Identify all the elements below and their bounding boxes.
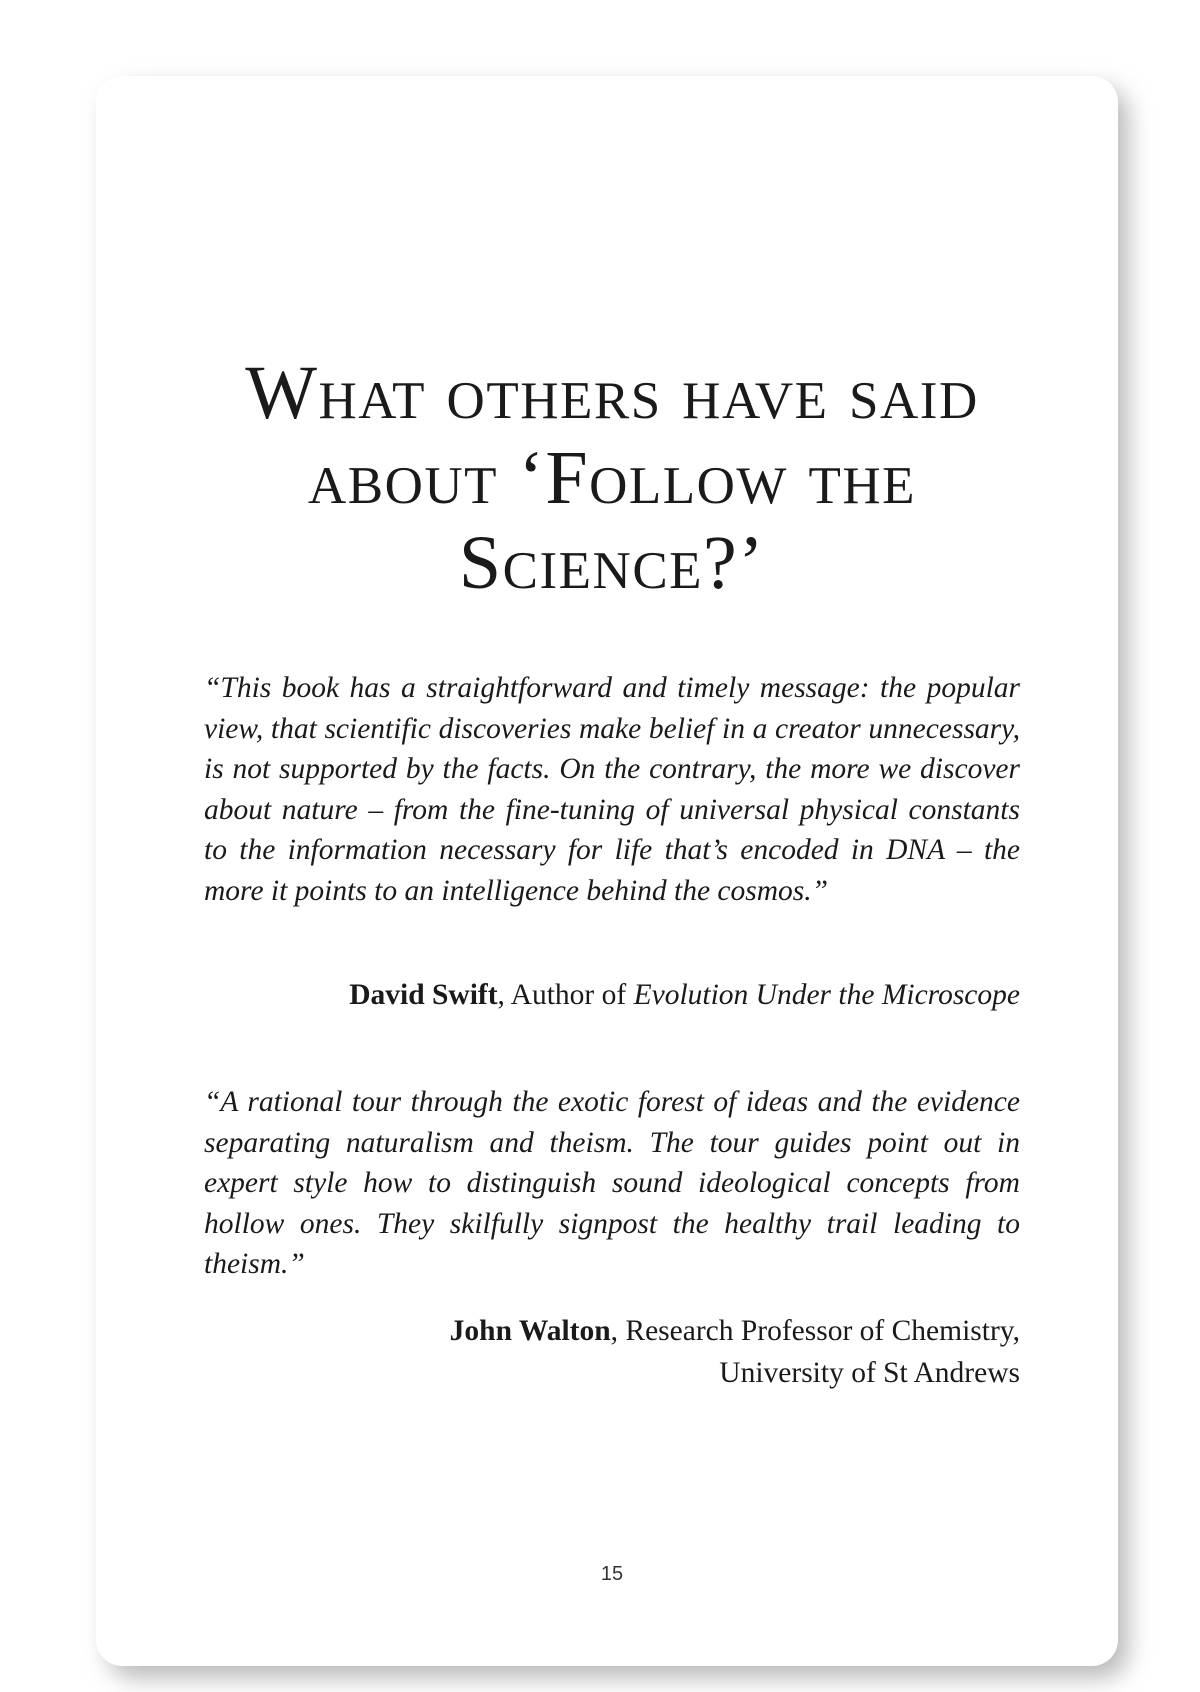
quote-attribution (204, 974, 1020, 1016)
author-affiliation: University of St Andrews (719, 1357, 1020, 1389)
author-work: Evolution Under the Microscope (633, 979, 1020, 1011)
book-page (96, 76, 1118, 1666)
author-role: , Research Professor of Chemistry, (610, 1315, 1020, 1347)
quote-attribution (204, 1310, 1020, 1394)
author-separator: , Author of (497, 979, 634, 1011)
author-name: David Swift (349, 979, 498, 1011)
quote-text: “This book has a straightforward and timely message: the popular view, that scientific discoveries make belief in a creator unnecessary, is not supported by the facts. On the contrary, the more we discover about nature – from the fine-tuning of universal physical constants to the information necessary for life that’s encoded in DNA – the more it points to an intelligence behind the cosmos.” (204, 672, 1020, 907)
page-number: 15 (600, 1563, 624, 1585)
quote-text: “A rational tour through the exotic forest of ideas and the evidence separating naturalism and theism. The tour guides point out in expert style how to distinguish sound ideological concepts from hollow ones. They skilfully signpost the healthy trail leading to theism.” (204, 1086, 1020, 1280)
page-title: What others have said about ‘Follow the Science?’ (245, 351, 979, 605)
author-name: John Walton (449, 1315, 611, 1347)
